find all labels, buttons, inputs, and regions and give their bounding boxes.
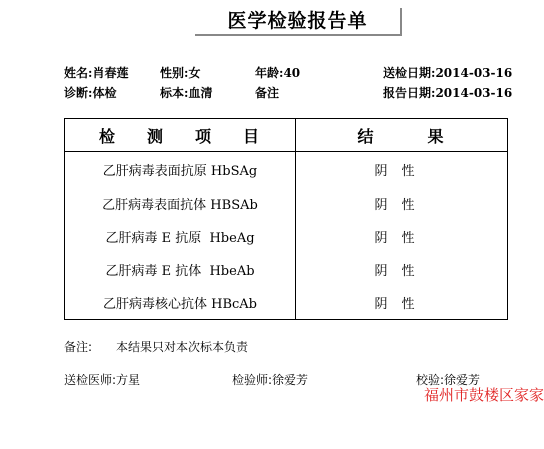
- report-date-value: 2014-03-16: [435, 86, 513, 100]
- sent-date-label: 送检日期:: [383, 66, 436, 80]
- doctor: [64, 371, 140, 388]
- test-result: 阴性: [296, 187, 508, 220]
- gender-label: 性别:: [160, 66, 189, 80]
- table-row: [65, 220, 508, 253]
- header-test-item: [65, 119, 296, 152]
- tester: [232, 371, 308, 388]
- test-item: 乙肝病毒 E 抗体 HbeAb: [65, 253, 296, 286]
- table-row: [65, 187, 508, 220]
- name-label: 姓名:: [64, 66, 93, 80]
- test-item: 乙肝病毒表面抗体 HBSAb: [65, 187, 296, 220]
- header-char: 果: [427, 126, 446, 146]
- header-char: 项: [195, 126, 214, 146]
- header-char: 检: [98, 126, 117, 146]
- remark-label: 备注: [255, 86, 280, 100]
- tester-value: 徐爱芳: [272, 373, 309, 387]
- header-result: [296, 119, 508, 152]
- report-date-label: 报告日期:: [383, 86, 436, 100]
- table-header-row: [65, 119, 508, 152]
- header-char: 测: [146, 126, 165, 146]
- test-item: 乙肝病毒表面抗原 HbSAg: [65, 152, 296, 187]
- test-result: 阴性: [296, 220, 508, 253]
- test-result: 阴性: [296, 152, 508, 187]
- sent-date-value: 2014-03-16: [435, 66, 513, 80]
- specimen-label: 标本:: [160, 86, 189, 100]
- report-title: 医学检验报告单: [195, 8, 402, 36]
- header-char: 结: [357, 126, 376, 146]
- header-char: 目: [243, 126, 262, 146]
- gender-value: 女: [188, 66, 201, 80]
- checker-value: 徐爱芳: [444, 373, 481, 387]
- checker-label: 校验:: [416, 373, 445, 387]
- patient-name: [64, 64, 128, 81]
- tester-label: 检验师:: [232, 373, 273, 387]
- table-row: [65, 253, 508, 286]
- age-value: 40: [283, 66, 301, 80]
- table-row: [65, 152, 508, 187]
- stamp-text: 福州市鼓楼区家家: [424, 386, 544, 404]
- test-item: 乙肝病毒 E 抗原 HbeAg: [65, 220, 296, 253]
- test-result: 阴性: [296, 253, 508, 286]
- table-row: [65, 286, 508, 320]
- patient-gender: [160, 64, 200, 81]
- sent-date: [383, 64, 512, 81]
- diagnosis-label: 诊断:: [64, 86, 93, 100]
- test-result: 阴性: [296, 286, 508, 320]
- specimen-value: 血清: [188, 86, 213, 100]
- diagnosis: [64, 84, 116, 101]
- title-block: [195, 8, 405, 36]
- doctor-value: 方星: [116, 373, 141, 387]
- result-table: [64, 118, 508, 320]
- diagnosis-value: 体检: [92, 86, 117, 100]
- note-text: 本结果只对本次标本负责: [116, 340, 249, 354]
- note-label: 备注:: [64, 340, 93, 354]
- test-item: 乙肝病毒核心抗体 HBcAb: [65, 286, 296, 320]
- name-value: 肖春莲: [92, 66, 129, 80]
- age-label: 年龄:: [255, 66, 284, 80]
- doctor-label: 送检医师:: [64, 373, 117, 387]
- specimen: [160, 84, 212, 101]
- patient-age: [255, 64, 300, 81]
- report-date: [383, 84, 512, 101]
